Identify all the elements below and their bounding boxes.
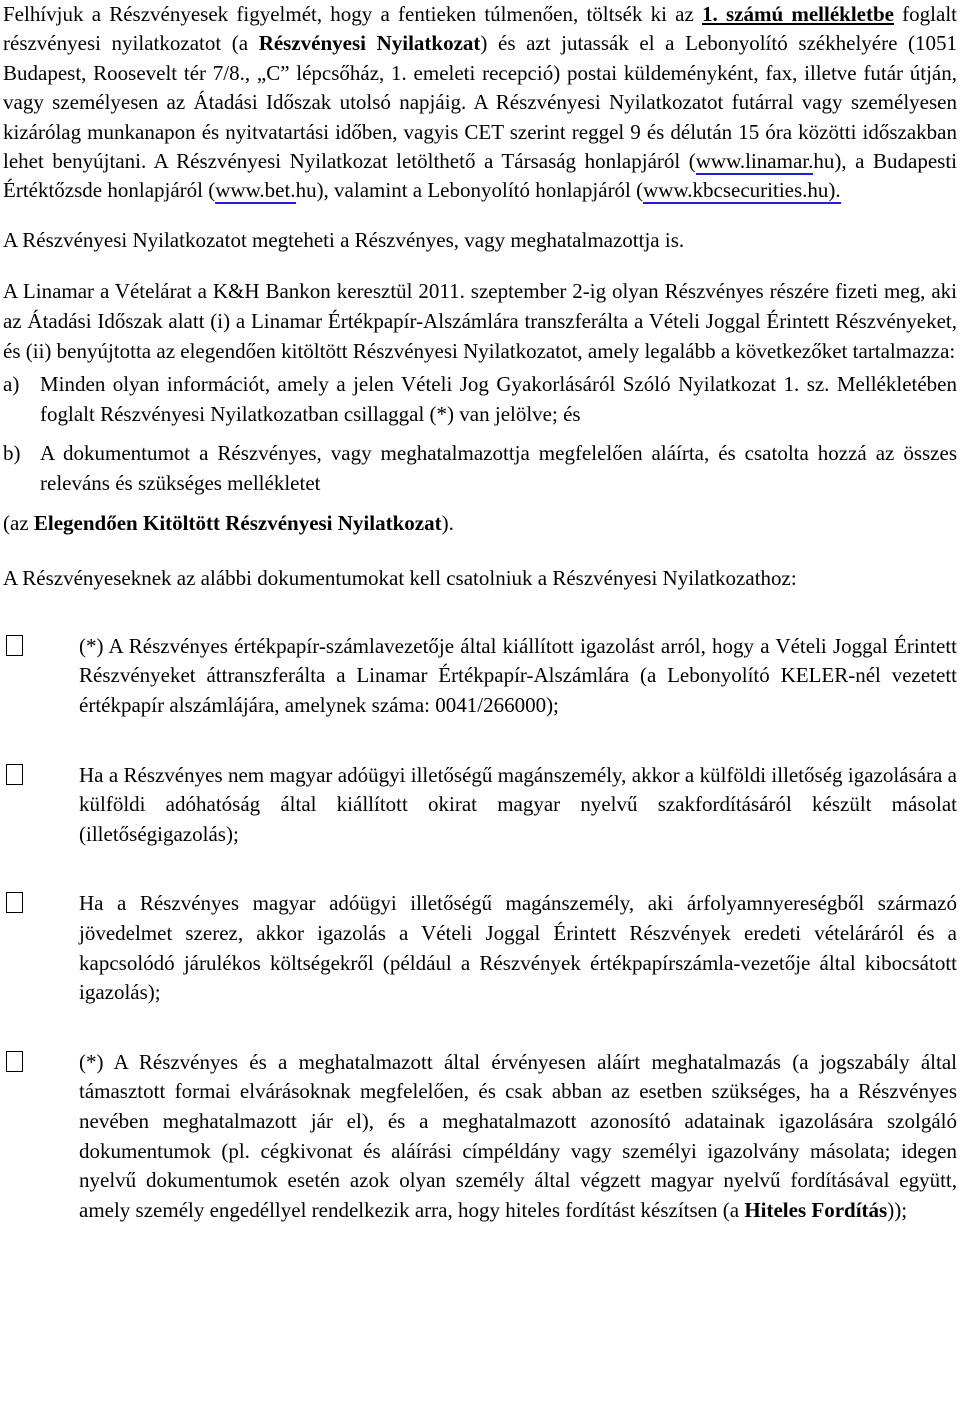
link-kbcsecurities[interactable]: www.kbcsecurities.hu). <box>643 178 841 203</box>
defined-term-sufficient-declaration: Elegendően Kitöltött Részvényesi Nyilatkozat <box>33 510 442 535</box>
defined-term-certified-translation: Hiteles Fordítás <box>744 1197 888 1222</box>
link-linamar[interactable]: www.linamar.hu <box>695 149 835 174</box>
sufficient-declaration-definition: (az Elegendően Kitöltött Részvényesi Nyilatkozat). <box>3 510 454 535</box>
checklist-item <box>3 632 957 721</box>
checklist-item <box>3 1048 957 1226</box>
list-item-b <box>3 439 957 498</box>
list-item-a <box>3 370 957 429</box>
intro-text-4: ), a Budapesti Értéktőzsde honlapjáról ( <box>3 149 957 203</box>
list-marker: b) <box>3 441 21 466</box>
payment-paragraph: A Linamar a Vételárat a K&H Bankon keresztül 2011. szeptember 2-ig olyan Részvényes részére fizeti meg, aki az Átadási Időszak alatt (i) a Linamar Értékpapír-Alszámlára transzferálta a Vételi Joggal Érintett Részvényeket, és (ii) benyújtotta az elegendően kitöltött Részvényesi Nyilatkozatot, amely legalább a következőket tartalmazza: <box>3 279 957 363</box>
checklist-text: Ha a Részvényes nem magyar adóügyi illetőségű magánszemély, akkor a külföldi illetőség igazolására a külföldi adóhatóság által kiállított okirat magyar nyelvű szakfordításáról készült másolat (illetőségigazolás); <box>79 762 957 846</box>
proxy-paragraph: A Részvényesi Nyilatkozatot megteheti a Részvényes, vagy meghatalmazottja is. <box>3 227 685 252</box>
checklist-text: (*) A Részvényes értékpapír-számlavezetője által kiállított igazolást arról, hogy a Vételi Joggal Érintett Részvényeket áttranszferálta a Linamar Értékpapír-Alszámlára (a Lebonyolító KELER-nél vezetett értékpapír alszámlájára, amelynek száma: 0041/266000); <box>79 633 957 717</box>
defined-term-shareholder-declaration: Részvényesi Nyilatkozat <box>258 31 481 56</box>
checklist-item <box>3 761 957 850</box>
annex-reference: 1. számú mellékletbe <box>702 2 894 26</box>
intro-text-3: ) és azt jutassák el a Lebonyolító székhelyére (1051 Budapest, Roosevelt tér 7/8., „C” lépcsőház, 1. emeleti recepció) postai küldeményként, fax, illetve futár útján, vagy személyesen az Átadási Időszak utolsó napjáig. A Részvényesi Nyilatkozatot futárral vagy személyesen kizárólag munkanapon és nyitvatartási időben, vagyis CET szerint reggel 9 és délután 15 óra közötti időszakban lehet benyújtani. A Részvényesi Nyilatkozat letölthető a Társaság honlapjáról ( <box>3 31 958 174</box>
attachments-intro: A Részvényeseknek az alábbi dokumentumokat kell csatolniuk a Részvényesi Nyilatkozathoz: <box>3 566 797 591</box>
link-bet[interactable]: www.bet.hu <box>215 178 317 203</box>
intro-paragraph <box>3 0 957 206</box>
checklist-text: Ha a Részvényes magyar adóügyi illetőségű magánszemély, aki árfolyamnyereségből származó jövedelmet szerez, akkor igazolás a Vételi Joggal Érintett Részvények eredeti vételáráról és a kapcsolódó járulékos költségekről (például a Részvények értékpapírszámla-vezetője által kibocsátott igazolás); <box>79 891 957 1005</box>
list-item-text: A dokumentumot a Részvényes, vagy meghatalmazottja megfelelően aláírta, és csatolta hozzá az összes releváns és szükséges mellékletet <box>40 441 957 495</box>
intro-text-2: foglalt részvényesi nyilatkozatot (a <box>3 2 957 56</box>
intro-text-1: Felhívjuk a Részvényesek figyelmét, hogy a fentieken túlmenően, töltsék ki az <box>3 2 703 26</box>
list-marker: a) <box>3 372 20 397</box>
checklist-item <box>3 889 957 1007</box>
intro-text-5: ), valamint a Lebonyolító honlapjáról ( <box>316 178 644 203</box>
checkbox[interactable] <box>6 1051 23 1072</box>
checkbox[interactable] <box>6 892 23 913</box>
checkbox[interactable] <box>6 764 23 785</box>
checklist-text: (*) A Részvényes és a meghatalmazott által érvényesen aláírt meghatalmazás (a jogszabály által támasztott formai elvárásoknak megfelelően, és csak abban az esetben szükséges, ha a Részvényes nevében meghatalmazott jár el), és a meghatalmazott azonosító adatainak igazolására szolgáló dokumentumok (pl. cégkivonat és aláírási címpéldány vagy személyi igazolvány másolata; idegen nyelvű dokumentumok esetén azok olyan személy által végzett magyar nyelvű fordításával együtt, amely személy engedéllyel rendelkezik arra, hogy hiteles fordítást készítsen (a Hiteles Fordítás)); <box>79 1049 957 1222</box>
checkbox[interactable] <box>6 635 23 656</box>
list-item-text: Minden olyan információt, amely a jelen Vételi Jog Gyakorlásáról Szóló Nyilatkozat 1. sz. Mellékletében foglalt Részvényesi Nyilatkozatban csillaggal (*) van jelölve; és <box>40 372 957 426</box>
